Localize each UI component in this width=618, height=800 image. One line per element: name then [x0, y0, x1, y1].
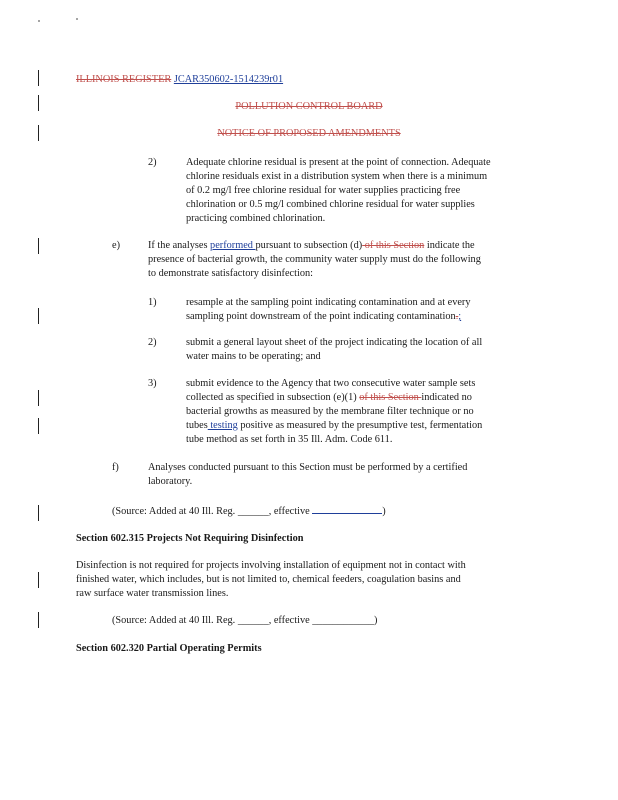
item-d2-text [186, 156, 566, 226]
text-run: (Source: Added at 40 Ill. Reg. [112, 506, 238, 517]
item-e3-text [186, 377, 566, 447]
register-inserted-text: JCAR350602-1514239r01 [173, 74, 284, 85]
body-line: raw surface water transmission lines. [76, 588, 229, 599]
notice-title [0, 127, 618, 141]
text-run: collected as specified in subsection (e)(1) [186, 392, 360, 403]
text-run: indicate the [424, 240, 475, 251]
section-heading: Section 602.315 Projects Not Requiring Disinfection [76, 533, 304, 544]
item-e2-number: 2) [148, 337, 157, 348]
blank-line: ______ [237, 506, 269, 517]
item-e-line: to demonstrate satisfactory disinfection: [148, 268, 313, 279]
scan-speck [76, 18, 78, 20]
item-d2-line: Adequate chlorine residual is present at the point of connection. Adequate [186, 157, 491, 168]
inserted-text: performed [210, 240, 256, 251]
blank-line-inserted [312, 513, 382, 514]
blank-line: ____________ [312, 615, 375, 626]
item-f-line: Analyses conducted pursuant to this Section must be performed by a certified [148, 462, 468, 473]
item-d2-line: chlorine residuals exist in a distribution system when there is a minimum [186, 171, 488, 182]
item-e3-line [186, 419, 566, 433]
text-run: pursuant to subsection (d) [255, 240, 363, 251]
change-bar [38, 612, 39, 628]
item-d2-line: chlorination or 0.5 mg/l combined chlorine residual for water supplies [186, 199, 475, 210]
board-name [0, 100, 618, 114]
text-run: ) [374, 615, 378, 626]
item-e3-line: bacterial growths as measured by the membrane filter technique or no [186, 406, 474, 417]
item-e3-number: 3) [148, 378, 157, 389]
item-e3-line: submit evidence to the Agency that two consecutive water sample sets [186, 378, 476, 389]
section-315-body [76, 559, 556, 601]
change-bar [38, 572, 39, 588]
text-run: indicated no [421, 392, 472, 403]
body-line: finished water, which includes, but is not limited to, chemical feeders, coagulation basins and [76, 574, 461, 585]
item-e-line [148, 239, 568, 253]
change-bar [38, 505, 39, 521]
struck-text: . [455, 311, 459, 322]
register-header [76, 73, 283, 87]
scan-speck [38, 20, 40, 22]
item-e2-text [186, 336, 566, 364]
blank-line: ______ [237, 615, 269, 626]
inserted-text: ; [458, 311, 462, 322]
change-bar [38, 390, 39, 406]
text-run: positive as measured by the presumptive test, fermentation [237, 420, 483, 431]
item-e-letter: e) [112, 240, 120, 251]
text-run: (Source: Added at 40 Ill. Reg. [112, 615, 238, 626]
body-line: Disinfection is not required for projects involving installation of equipment not in contact with [76, 560, 466, 571]
item-e1-line: resample at the sampling point indicating contamination and at every [186, 297, 471, 308]
item-e-text [148, 239, 568, 281]
item-e2-line: water mains to be operating; and [186, 351, 321, 362]
text-run: If the analyses [148, 240, 211, 251]
source-note [112, 614, 377, 628]
register-struck-text: ILLINOIS REGISTER [76, 74, 172, 85]
item-e2-line: submit a general layout sheet of the project indicating the location of all [186, 337, 483, 348]
text-run: sampling point downstream of the point indicating contamination [186, 311, 456, 322]
item-e1-text [186, 296, 566, 324]
change-bar [38, 308, 39, 324]
board-name-text: POLLUTION CONTROL BOARD [235, 101, 383, 112]
source-note [112, 505, 386, 519]
text-run: , effective [268, 615, 313, 626]
text-run: tubes [186, 420, 208, 431]
item-d2-line: practicing combined chlorination. [186, 213, 326, 224]
item-d2-number: 2) [148, 157, 157, 168]
item-f-text [148, 461, 568, 489]
item-e1-line [186, 310, 566, 324]
item-e1-number: 1) [148, 297, 157, 308]
text-run: ) [382, 506, 386, 517]
item-f-letter: f) [112, 462, 119, 473]
text-run: , effective [268, 506, 313, 517]
inserted-text: testing [207, 420, 238, 431]
item-f-line: laboratory. [148, 476, 193, 487]
item-d2-line: of 0.2 mg/l free chlorine residual for water supplies practicing free [186, 185, 461, 196]
section-heading: Section 602.320 Partial Operating Permits [76, 643, 262, 654]
struck-text: of this Section [362, 240, 425, 251]
item-e-line: presence of bacterial growth, the community water supply must do the following [148, 254, 481, 265]
item-e3-line: tube method as set forth in 35 Ill. Adm. Code 611. [186, 434, 393, 445]
change-bar [38, 418, 39, 434]
change-bar [38, 70, 39, 86]
item-e3-line [186, 391, 566, 405]
struck-text: of this Section [359, 392, 422, 403]
change-bar [38, 238, 39, 254]
notice-title-text: NOTICE OF PROPOSED AMENDMENTS [217, 128, 401, 139]
